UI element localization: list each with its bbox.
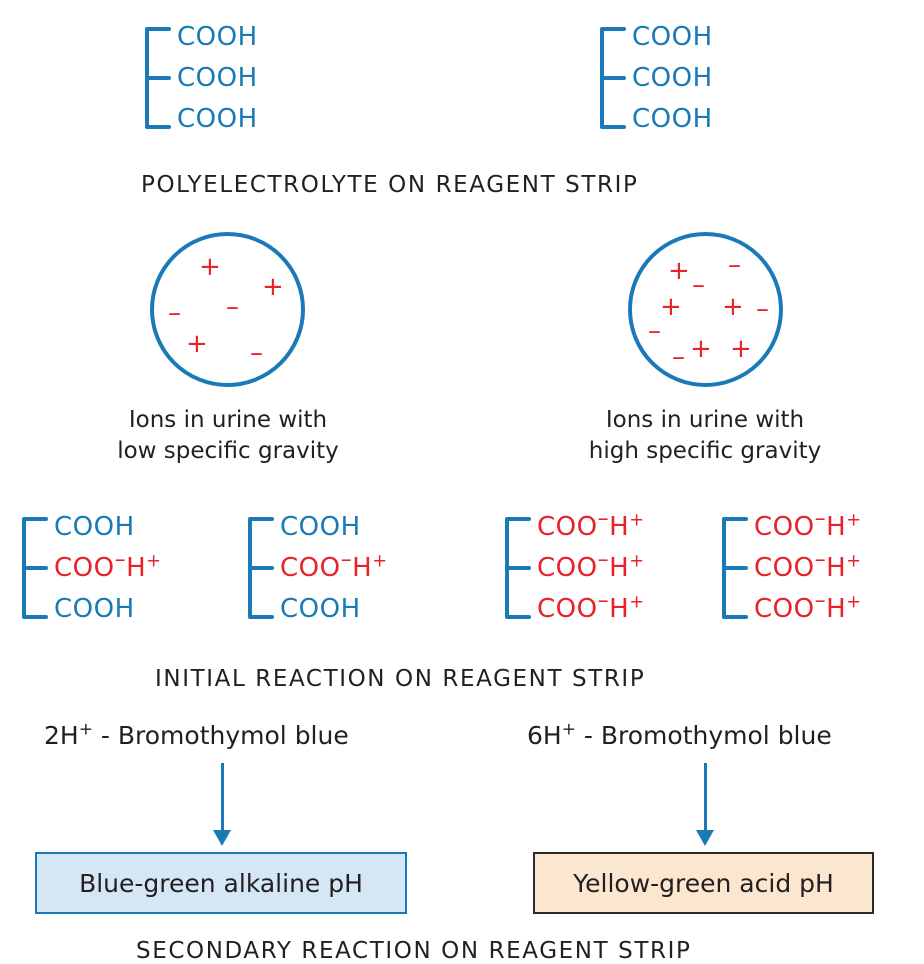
- polyelectrolyte-group-left: [145, 18, 258, 138]
- arrow-left-shaft: [221, 763, 224, 833]
- bracket-icon: [722, 508, 748, 628]
- ion-plus: +: [262, 272, 284, 302]
- formula-line: COOH: [280, 512, 361, 542]
- bromothymol-left: 2H+ - Bromothymol blue: [44, 719, 349, 750]
- initial-reaction-group-2: [248, 508, 388, 628]
- initial-reaction-group-1: [22, 508, 162, 628]
- caption-secondary-reaction: SECONDARY REACTION ON REAGENT STRIP: [136, 938, 692, 964]
- bracket-icon: [145, 18, 171, 138]
- polyelectrolyte-group-right: [600, 18, 713, 138]
- ion-plus: +: [690, 334, 712, 364]
- initial-reaction-group-3: [505, 505, 645, 628]
- label-low-gravity-line2: low specific gravity: [117, 438, 339, 464]
- bracket-icon: [600, 18, 626, 138]
- formula-line: COOH: [177, 104, 258, 134]
- initial-reaction-group-4: [722, 505, 862, 628]
- ion-minus: –: [168, 298, 181, 328]
- arrow-right-shaft: [704, 763, 707, 833]
- formula-line: COOH: [54, 594, 135, 624]
- formula-line: COOH: [177, 22, 258, 52]
- ion-minus: –: [226, 292, 239, 322]
- bromothymol-right: 6H+ - Bromothymol blue: [527, 719, 832, 750]
- ion-minus: –: [648, 316, 661, 346]
- arrow-right-head: [696, 830, 714, 846]
- result-box-acid: Yellow-green acid pH: [533, 852, 874, 914]
- formula-line: COOH: [177, 63, 258, 93]
- formula-line: COO–H+: [537, 587, 645, 624]
- formula-line: COOH: [54, 512, 135, 542]
- formula-line: COOH: [632, 104, 713, 134]
- result-box-alkaline: Blue-green alkaline pH: [35, 852, 407, 914]
- formula-line: COO–H+: [754, 546, 862, 583]
- formula-line: COO–H+: [754, 505, 862, 542]
- formula-line: COO–H+: [754, 587, 862, 624]
- formula-line: COOH: [632, 63, 713, 93]
- formula-line: COO–H+: [537, 505, 645, 542]
- urine-circle-high-gravity: [628, 232, 783, 387]
- ion-plus: +: [722, 292, 744, 322]
- label-high-gravity-line1: Ions in urine with: [605, 407, 805, 433]
- formula-line: COO–H+: [280, 546, 388, 583]
- ion-plus: +: [668, 256, 690, 286]
- label-low-gravity-line1: Ions in urine with: [128, 407, 328, 433]
- bracket-icon: [22, 508, 48, 628]
- ion-minus: –: [672, 342, 685, 372]
- formula-line: COOH: [632, 22, 713, 52]
- label-high-gravity-line2: high specific gravity: [588, 438, 822, 464]
- caption-polyelectrolyte: POLYELECTROLYTE ON REAGENT STRIP: [141, 172, 639, 198]
- ion-plus: +: [186, 329, 208, 359]
- ion-minus: –: [756, 294, 769, 324]
- ion-minus: –: [250, 338, 263, 368]
- urine-circle-low-gravity: [150, 232, 305, 387]
- arrow-left-head: [213, 830, 231, 846]
- ion-plus: +: [199, 252, 221, 282]
- formula-line: COO–H+: [54, 546, 162, 583]
- caption-initial-reaction: INITIAL REACTION ON REAGENT STRIP: [155, 666, 646, 692]
- formula-line: COOH: [280, 594, 361, 624]
- bracket-icon: [248, 508, 274, 628]
- formula-line: COO–H+: [537, 546, 645, 583]
- ion-minus: –: [692, 270, 705, 300]
- ion-minus: –: [728, 250, 741, 280]
- ion-plus: +: [730, 334, 752, 364]
- bracket-icon: [505, 508, 531, 628]
- ion-plus: +: [660, 292, 682, 322]
